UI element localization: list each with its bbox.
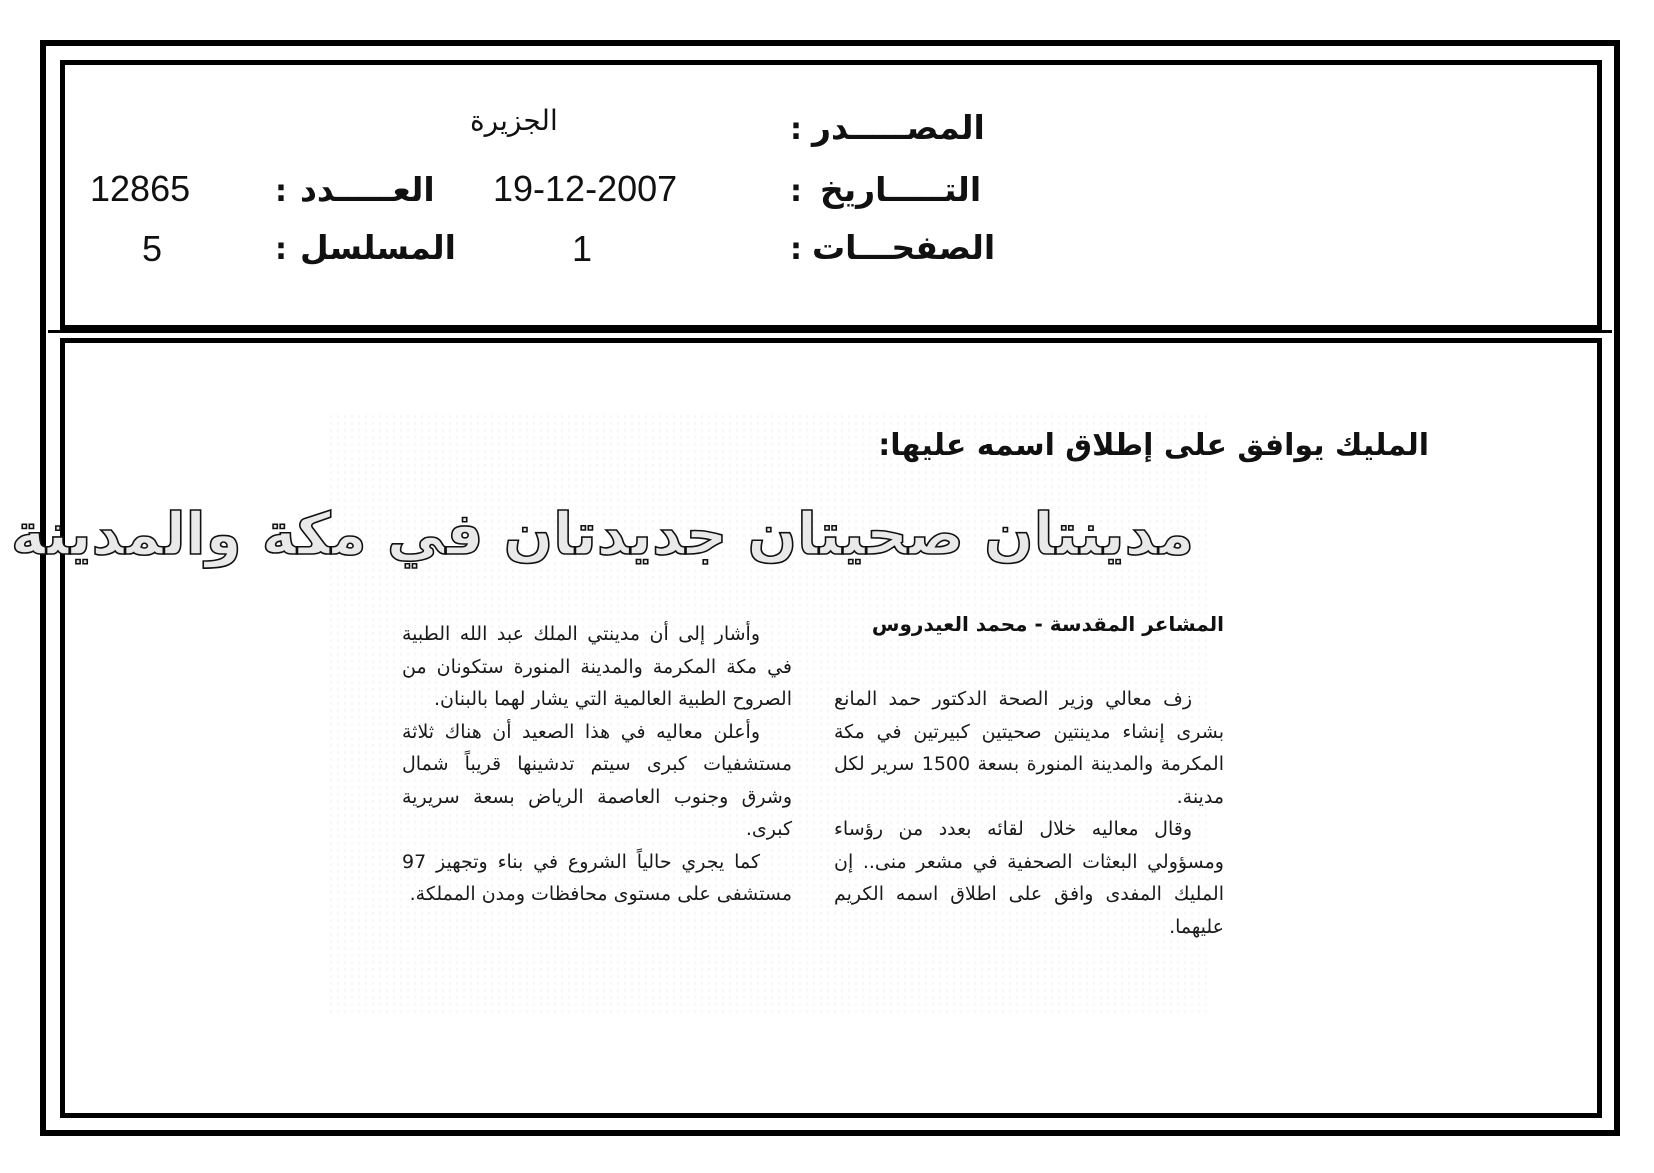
- paragraph: وأعلن معاليه في هذا الصعيد أن هناك ثلاثة مستشفيات كبرى سيتم تدشينها قريباً شمال وشرق وجنوب العاصمة الرياض بسعة سريرية كبرى.: [402, 720, 792, 840]
- pages-label: الصفحـــات: [812, 228, 996, 267]
- date-label: التـــــاريخ: [820, 170, 982, 209]
- serial-colon: :: [275, 232, 287, 267]
- serial-value: 5: [142, 228, 163, 269]
- source-label: المصـــــدر: [812, 108, 985, 147]
- article-column-right: [834, 683, 1224, 943]
- issue-value: 12865: [90, 168, 191, 209]
- issue-colon: :: [275, 174, 287, 209]
- source-value: الجزيرة: [470, 104, 558, 137]
- pages-colon: :: [790, 232, 802, 267]
- article-byline: المشاعر المقدسة - محمد العيدروس: [871, 612, 1224, 636]
- article-column-left: [402, 618, 792, 911]
- paragraph: كما يجري حالياً الشروع في بناء وتجهيز 97 مستشفى على مستوى محافظات ومدن المملكة.: [402, 850, 792, 905]
- source-colon: :: [790, 112, 802, 147]
- divider-line: [48, 330, 1612, 333]
- date-colon: :: [790, 174, 802, 209]
- paragraph: وأشار إلى أن مدينتي الملك عبد الله الطبية في مكة المكرمة والمدينة المنورة ستكونان من الصروح الطبية العالمية التي يشار لهما بالبنان.: [402, 623, 792, 710]
- pages-value: 1: [572, 228, 593, 269]
- paragraph: وقال معاليه خلال لقائه بعدد من رؤساء ومسؤولي البعثات الصحفية في مشعر منى.. إن المليك المفدى وافق على اطلاق اسمه الكريم عليهما.: [834, 818, 1224, 938]
- issue-label: العـــــدد: [300, 170, 435, 209]
- serial-label: المسلسل: [300, 228, 456, 267]
- article-kicker: المليك يوافق على إطلاق اسمه عليها:: [878, 428, 1429, 463]
- date-value: 19-12-2007: [493, 168, 678, 209]
- article-headline: مدينتان صحيتان جديدتان في مكة والمدينة: [10, 500, 1194, 568]
- paragraph: زف معالي وزير الصحة الدكتور حمد المانع بشرى إنشاء مدينتين صحيتين كبيرتين في مكة المكرمة والمدينة المنورة بسعة 1500 سرير لكل مدينة.: [834, 688, 1224, 808]
